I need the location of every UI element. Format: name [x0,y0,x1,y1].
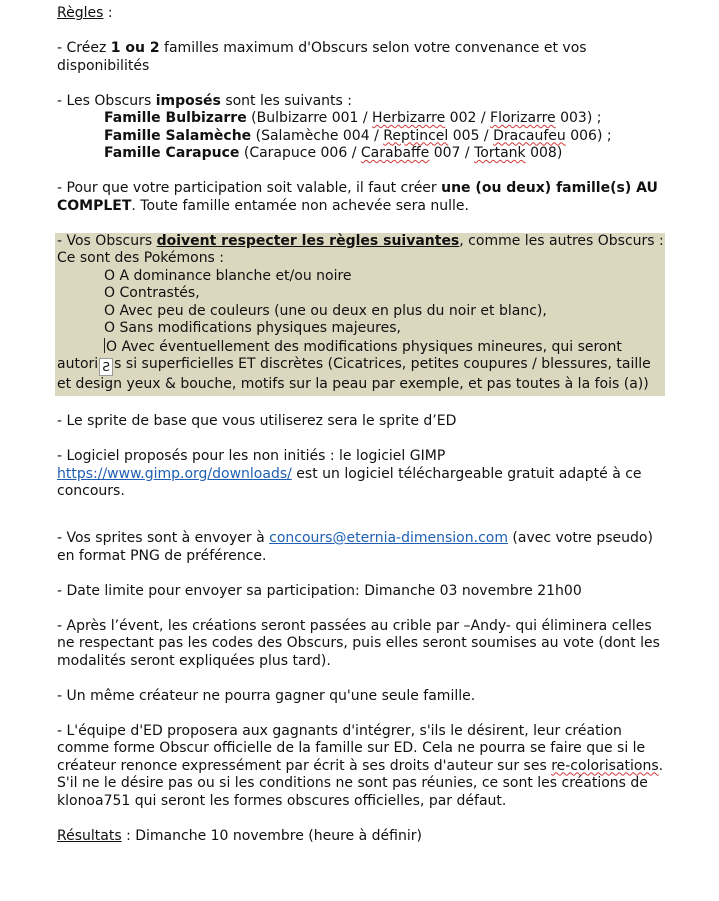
contest-email-link[interactable]: concours@eternia-dimension.com [269,530,508,546]
results-line: Résultats : Dimanche 10 novembre (heure à définir) [57,827,422,844]
rule-imposed-intro: - Les Obscurs imposés sont les suivants : [57,92,352,109]
gimp-download-link[interactable]: https://www.gimp.org/downloads/ [57,465,292,482]
bullet-item: O Avec éventuellement des modifications physiques mineures, qui seront [106,338,622,355]
family-line: Famille Carapuce (Carapuce 006 / Carabaffe 007 / Tortank 008) [104,145,563,161]
text-cursor [104,338,105,353]
bullet-item: O A dominance blanche et/ou noire [104,267,352,284]
rule-send-sprites: - Vos sprites sont à envoyer à concours@eternia-dimension.com (avec votre pseudo) en format PNG de préférence. [57,530,653,564]
rule-obscur-requirements: - Vos Obscurs doivent respecter les règles suivantes, comme les autres Obscurs : Ce sont des Pokémons : [57,232,664,266]
rule-one-family: - Un même créateur ne pourra gagner qu'une seule famille. [57,687,476,704]
rule-base-sprite: - Le sprite de base que vous utiliserez sera le sprite d’ED [57,413,457,429]
rules-heading-line: Règles : [57,5,113,21]
rule-official-form: - L'équipe d'ED proposera aux gagnants d'intégrer, s'ils le désirent, leur création comme forme Obscur officielle de la famille sur ED. Cela ne pourra se faire que si le créateur renonce expressément par écrit à ses droits d'auteur sur ses re-colorisations. S'il ne le désire pas ou si les conditions ne sont pas réunies, ce sont les créations de klonoa751 qui seront les formes obscures officielles, par défaut. [57,722,664,809]
rules-heading: Règles [57,5,104,21]
rule-complete-family: - Pour que votre participation soit valable, il faut créer une (ou deux) famille(s) AU COMPLET. Toute famille entamée non achevée sera nulle. [57,180,658,214]
rule-deadline: - Date limite pour envoyer sa participation: Dimanche 03 novembre 21h00 [57,582,582,599]
bullet-item: O Contrastés, [104,285,200,301]
rule-families-count: - Créez 1 ou 2 familles maximum d'Obscurs selon votre convenance et vos disponibilités [57,40,587,74]
mouse-cursor-icon: Ƨ [99,358,113,376]
highlighted-rules-block[interactable] [55,233,665,396]
rule-review: - Après l’évent, les créations seront passées au crible par –Andy- qui éliminera celles ne respectant pas les codes des Obscurs, puis elles seront soumises au vote (dont les modalités seront expliquées plus tard). [57,617,660,669]
bullet-item: O Avec peu de couleurs (une ou deux en plus du noir et blanc), [104,302,547,319]
results-label: Résultats [57,827,122,844]
bullet-item: O Sans modifications physiques majeures, [104,320,401,336]
document-body [57,5,667,845]
family-line: Famille Salamèche (Salamèche 004 / Reptincel 005 / Dracaufeu 006) ; [104,127,612,144]
rule-software: - Logiciel proposés pour les non initiés : le logiciel GIMP https://www.gimp.org/downloads/ est un logiciel téléchargeable gratuit adapté à ce concours. [57,448,642,499]
family-line: Famille Bulbizarre (Bulbizarre 001 / Herbizarre 002 / Florizarre 003) ; [104,110,602,126]
bullet-item-continuation: autori Ƨ s si superficielles ET discrètes (Cicatrices, petites coupures / blessures, taille et design yeux & bouche, motifs sur la peau par exemple, et pas toutes à la fois (a)) [57,356,651,392]
